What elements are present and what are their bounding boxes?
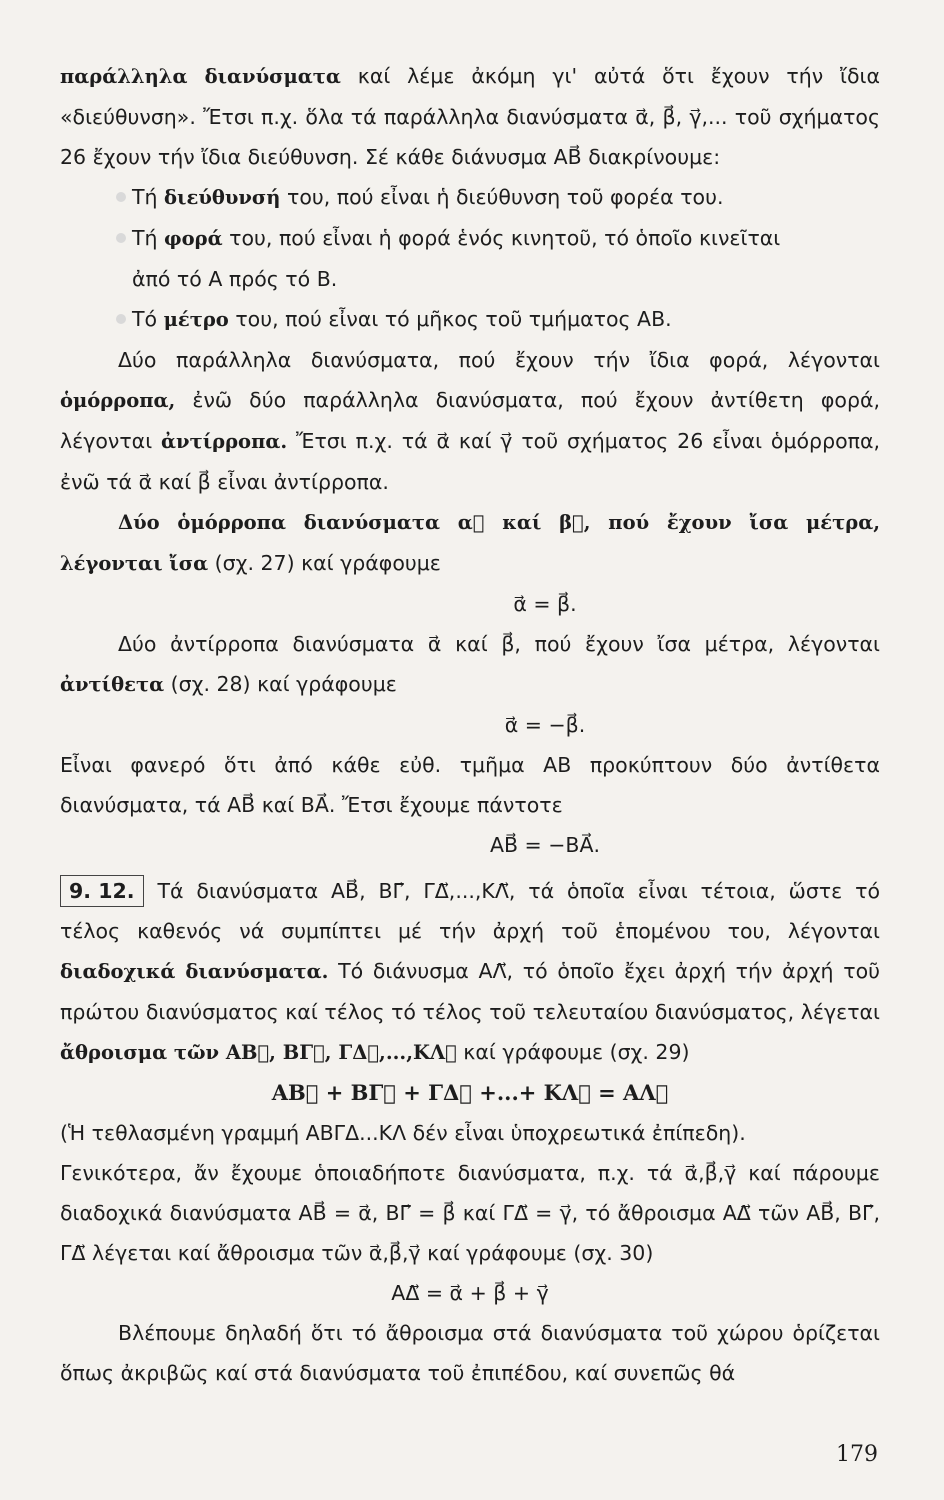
paragraph-text: καί λέμε ἀκόμη γι' αὐτά ὅτι ἔχουν τήν ἴδια «διεύθυνση». Ἔτσι π.χ. ὅλα τά παράλληλα διανύσματα α⃗, β⃗, γ⃗,... τοῦ σχήματος 26 ἔχουν τήν ἴδια διεύθυνση. Σέ κάθε διάνυσμα AB⃗ διακρίνουμε: xyxy=(60,64,880,169)
paragraph-text: Τά διανύσματα AB⃗, BΓ⃗, ΓΔ⃗,...,KΛ⃗, τά ὁποῖα εἶναι τέτοια, ὥστε τό τέλος καθενός νά συμπίπτει μέ τήν ἀρχή τοῦ ἑπομένου του, λέγονται xyxy=(60,879,880,943)
paragraph-text: (σχ. 28) καί γράφουμε xyxy=(164,672,397,696)
bullet-text: του, πού εἶναι τό μῆκος τοῦ τμήματος AB. xyxy=(228,307,672,331)
page-number: 179 xyxy=(836,1442,878,1467)
equation-sum-chain: AB⃗ + BΓ⃗ + ΓΔ⃗ +...+ KΛ⃗ = AΛ⃗ xyxy=(271,1080,669,1105)
bullet-text: Τή xyxy=(132,226,165,250)
paragraph-text: Δύο ἀντίρροπα διανύσματα α⃗ καί β⃗, πού ἔχουν ἴσα μέτρα, λέγονται xyxy=(118,632,880,656)
bullet-sense xyxy=(60,218,880,259)
paragraph-broken-line: (Ἡ τεθλασμένη γραμμή ΑΒΓΔ...ΚΛ δέν εἶναι ὑποχρεωτικά ἐπίπεδη). xyxy=(60,1121,746,1145)
page-body xyxy=(60,56,880,1393)
term-direction: διεύθυνσή xyxy=(164,186,281,209)
bullet-text: Τή xyxy=(132,185,165,209)
term-parallel-vectors: παράλληλα διανύσματα xyxy=(60,65,341,88)
paragraph-equal-vectors xyxy=(60,502,880,584)
term-same-sense: ὁμόρροπα, xyxy=(60,389,176,412)
paragraph-text: Τό διάνυσμα AΛ⃗, τό ὁποῖο ἔχει ἀρχή τήν ἀρχή τοῦ πρώτου διανύσματος καί τέλος τό τέλος τοῦ τελευταίου διανύσματος, λέγεται xyxy=(60,959,880,1024)
paragraph-general-sum: Γενικότερα, ἄν ἔχουμε ὁποιαδήποτε διανύσματα, π.χ. τά α⃗,β⃗,γ⃗ καί πάρουμε διαδοχικά διανύσματα AB⃗ = α⃗, BΓ⃗ = β⃗ καί ΓΔ⃗ = γ⃗, τό ἄθροισμα AΔ⃗ τῶν AB⃗, BΓ⃗, ΓΔ⃗ λέγεται καί ἄθροισμα τῶν α⃗,β⃗,γ⃗ καί γράφουμε (σχ. 30) xyxy=(60,1161,880,1265)
bullet-text: Τό xyxy=(132,307,164,331)
equation-ab-ba: AB⃗ = −BA⃗. xyxy=(489,833,601,857)
paragraph-text: καί γράφουμε (σχ. 29) xyxy=(456,1040,690,1064)
paragraph-text: Δύο παράλληλα διανύσματα, πού ἔχουν τήν ἴδια φορά, λέγονται xyxy=(118,348,880,372)
paragraph-same-opposite xyxy=(60,340,880,502)
paragraph-opposite-vectors xyxy=(60,624,880,705)
paragraph-parallel-vectors xyxy=(60,56,880,177)
paragraph-text: ἐνῶ δύο παράλληλα διανύσματα, πού ἔχουν ἀντίθετη φορά, λέγονται xyxy=(60,388,880,453)
bullet-magnitude xyxy=(60,299,880,340)
paragraph-text: Ἔτσι π.χ. τά α⃗ καί γ⃗ τοῦ σχήματος 26 εἶναι ὁμόρροπα, ἐνῶ τά α⃗ καί β⃗ εἶναι ἀντίρροπα. xyxy=(60,429,880,494)
bullet-text: του, πού εἶναι ἡ φορά ἑνός κινητοῦ, τό ὁποῖο κινεῖται xyxy=(222,226,781,250)
section-number: 9. 12. xyxy=(60,875,144,907)
term-successive-vectors: διαδοχικά διανύσματα. xyxy=(60,960,329,983)
term-opposite-sense: ἀντίρροπα. xyxy=(161,430,288,453)
paragraph-space-vectors: Βλέπουμε δηλαδή ὅτι τό ἄθροισμα στά διανύσματα τοῦ χώρου ὁρίζεται ὅπως ἀκριβῶς καί στά διανύσματα τοῦ ἐπιπέδου, καί συνεπῶς θά xyxy=(60,1321,880,1385)
section-9-12 xyxy=(60,871,880,1073)
equation-sum-abc: AΔ⃗ = α⃗ + β⃗ + γ⃗ xyxy=(391,1281,549,1305)
term-magnitude: μέτρο xyxy=(163,308,229,331)
definition-equal-vectors: Δύο ὁμόρροπα διανύσματα α⃗ καί β⃗, πού ἔχουν ἴσα μέτρα, λέγονται ἴσα xyxy=(60,511,880,575)
bullet-text: του, πού εἶναι ἡ διεύθυνση τοῦ φορέα του. xyxy=(280,185,724,209)
bullet-sense-continuation: ἀπό τό Α πρός τό Β. xyxy=(132,267,338,291)
term-sum-of-vectors: ἄθροισμα τῶν AB⃗, BΓ⃗, ΓΔ⃗,...,KΛ⃗ xyxy=(60,1041,457,1064)
bullet-direction xyxy=(60,177,880,218)
term-sense: φορά xyxy=(164,227,223,250)
paragraph-ab-ba: Εἶναι φανερό ὅτι ἀπό κάθε εὐθ. τμῆμα AB προκύπτουν δύο ἀντίθετα διανύσματα, τά AB⃗ καί BA⃗. Ἔτσι ἔχουμε πάντοτε xyxy=(60,753,880,817)
term-opposite: ἀντίθετα xyxy=(60,673,165,696)
paragraph-text: (σχ. 27) καί γράφουμε xyxy=(208,551,441,575)
equation-opposite: α⃗ = −β⃗. xyxy=(504,713,586,737)
equation-equal: α⃗ = β⃗. xyxy=(513,592,577,616)
